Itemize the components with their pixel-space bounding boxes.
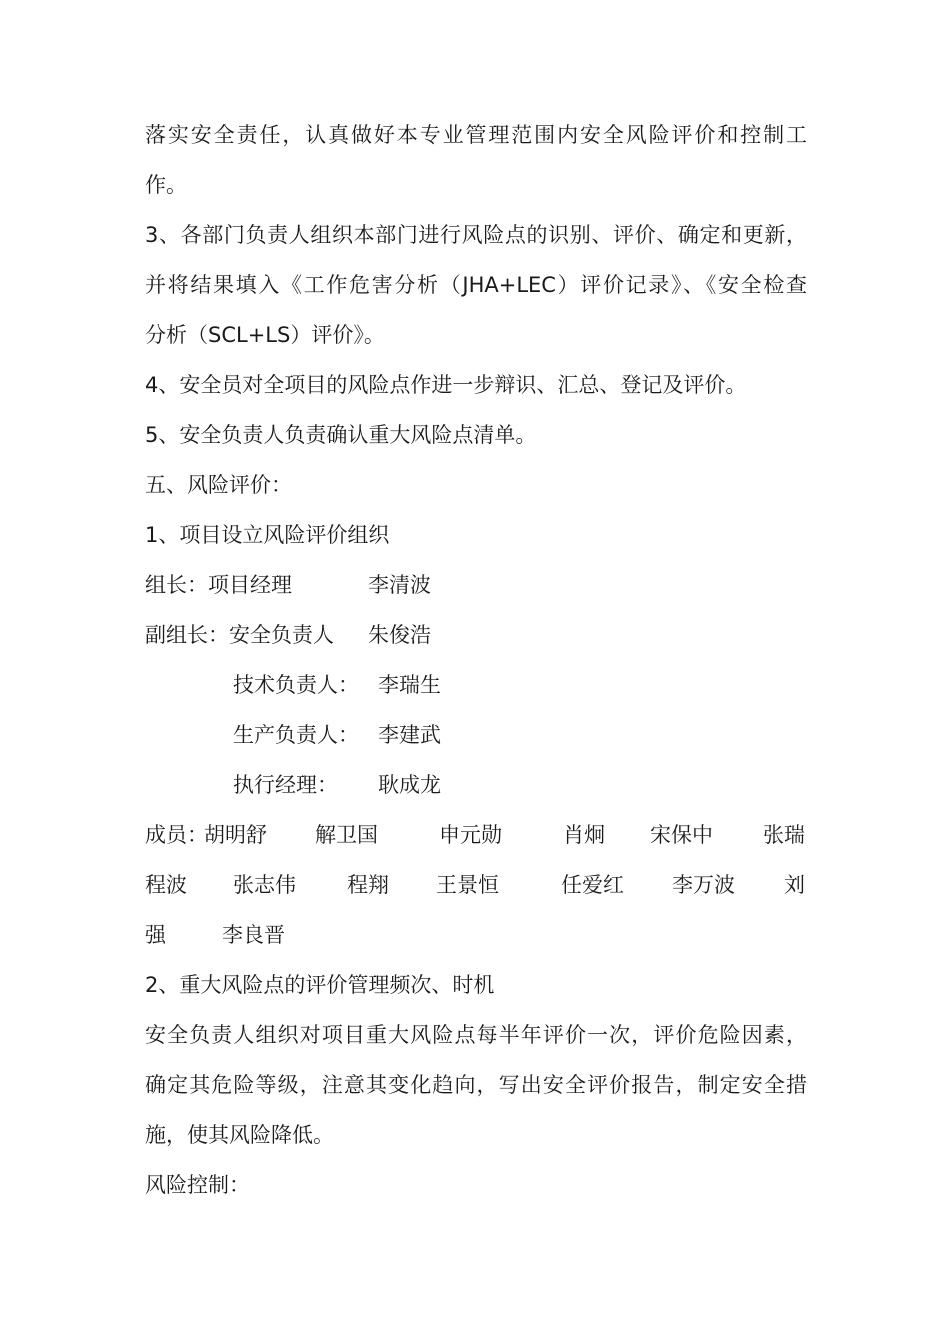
paragraph-line: 施，使其风险降低。 — [145, 1123, 334, 1147]
paragraph-line: 安全负责人组织对项目重大风险点每半年评价一次，评价危险因素， — [145, 1023, 807, 1047]
section-heading: 五、风险评价： — [145, 473, 292, 497]
tech-lead-name: 李瑞生 — [378, 673, 441, 697]
executive-manager-label: 执行经理： — [233, 773, 338, 797]
production-lead-name: 李建武 — [378, 723, 441, 747]
paragraph-line: 分析（SCL+LS）评价》。 — [145, 323, 385, 347]
paragraph-line: 5、安全负责人负责确认重大风险点清单。 — [145, 423, 537, 447]
subsection-heading: 2、重大风险点的评价管理频次、时机 — [145, 973, 495, 997]
member-name: 张瑞 — [763, 823, 805, 847]
executive-manager-name: 耿成龙 — [378, 773, 441, 797]
member-name: 程波 — [145, 873, 187, 897]
member-name: 解卫国 — [315, 823, 378, 847]
member-name: 刘 — [784, 873, 805, 897]
member-name: 张志伟 — [233, 873, 296, 897]
paragraph-line: 落实安全责任，认真做好本专业管理范围内安全风险评价和控制工 — [145, 123, 807, 147]
deputy-name: 朱俊浩 — [368, 623, 431, 647]
leader-label: 组长：项目经理 — [145, 573, 292, 597]
member-name: 李良晋 — [222, 923, 285, 947]
leader-name: 李清波 — [368, 573, 431, 597]
paragraph-line: 3、各部门负责人组织本部门进行风险点的识别、评价、确定和更新， — [145, 223, 807, 247]
paragraph-line: 作。 — [145, 173, 187, 197]
subsection-heading: 1、项目设立风险评价组织 — [145, 523, 390, 547]
members-label: 成员： — [145, 823, 208, 847]
member-name: 李万波 — [672, 873, 735, 897]
subsection-heading: 风险控制： — [145, 1173, 250, 1197]
member-name: 宋保中 — [650, 823, 713, 847]
tech-lead-label: 技术负责人： — [233, 673, 359, 697]
paragraph-line: 4、安全员对全项目的风险点作进一步辩识、汇总、登记及评价。 — [145, 373, 747, 397]
deputy-label: 副组长：安全负责人 — [145, 623, 334, 647]
paragraph-line: 并将结果填入《工作危害分析（JHA+LEC）评价记录》、《安全检查 — [145, 273, 807, 297]
production-lead-label: 生产负责人： — [233, 723, 359, 747]
paragraph-line: 确定其危险等级，注意其变化趋向，写出安全评价报告，制定安全措 — [145, 1073, 807, 1097]
member-name: 肖炯 — [563, 823, 605, 847]
member-name: 任爱红 — [561, 873, 624, 897]
member-name: 程翔 — [347, 873, 389, 897]
member-name: 申元勋 — [439, 823, 502, 847]
member-name: 胡明舒 — [204, 823, 267, 847]
member-name: 王景恒 — [436, 873, 499, 897]
member-name: 强 — [145, 923, 166, 947]
